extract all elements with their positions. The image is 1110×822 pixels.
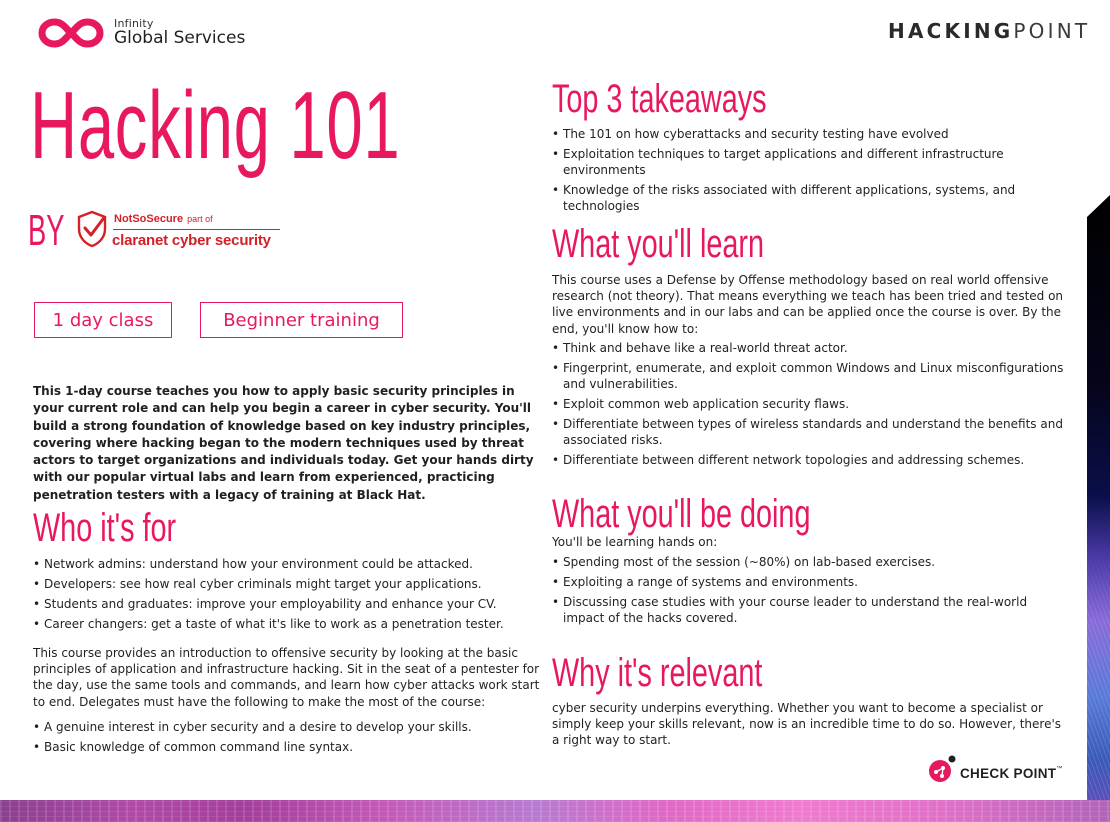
provider-name bbox=[114, 213, 213, 225]
learn-paragraph: This course uses a Defense by Offense methodology based on real world offensive research (not theory). That means everything we teach has been tried and tested on live environments and in our labs and can be applied once the course is over. By the end, you'll know how to: bbox=[552, 273, 1064, 336]
takeaways-heading: Top 3 takeaways bbox=[552, 77, 767, 121]
brand-name: Global Services bbox=[114, 28, 246, 48]
tag-level: Beginner training bbox=[200, 302, 403, 338]
list-item: • Differentiate between different network topologies and addressing schemes. bbox=[552, 452, 1072, 468]
provider-part-of: part of bbox=[187, 214, 213, 224]
hackingpoint-logo-bold: HACKING bbox=[888, 19, 1014, 43]
relevant-heading: Why it's relevant bbox=[552, 651, 763, 695]
relevant-paragraph: cyber security underpins everything. Whether you want to become a specialist or simply keep your skills relevant, now is an incredible time to do so. However, there's a right way to start. bbox=[552, 701, 1062, 748]
doing-intro: You'll be learning hands on: bbox=[552, 535, 718, 549]
learn-heading: What you'll learn bbox=[552, 222, 764, 266]
checkpoint-logo-icon bbox=[928, 755, 956, 783]
intro-paragraph: This 1-day course teaches you how to apply basic security principles in your current role and can help you begin a career in cyber security. You'll build a strong foundation of knowledge based on key industry principles, covering where hacking began to the modern techniques used by threat actors to target organizations and individuals today. Get your hands dirty with our popular virtual labs and learn from experienced, practicing penetration testers with a legacy of training at Black Hat. bbox=[33, 384, 534, 502]
checkpoint-logo-text bbox=[960, 766, 1063, 781]
page-title: Hacking 101 bbox=[30, 72, 401, 179]
shield-check-icon bbox=[76, 210, 108, 248]
doing-heading: What you'll be doing bbox=[552, 492, 811, 536]
list-item: • Exploiting a range of systems and environments. bbox=[552, 574, 1052, 590]
by-label: BY bbox=[28, 206, 65, 255]
list-item: • Basic knowledge of common command line syntax. bbox=[33, 739, 553, 755]
list-item: • Career changers: get a taste of what it's like to work as a penetration tester. bbox=[33, 616, 553, 632]
list-item: • Think and behave like a real-world threat actor. bbox=[552, 340, 1072, 356]
tag-duration: 1 day class bbox=[34, 302, 172, 338]
brand-small-text: Infinity bbox=[114, 17, 154, 30]
decorative-bottom-band bbox=[0, 800, 1110, 822]
who-list bbox=[33, 556, 553, 636]
checkpoint-logo-label: CHECK POINT bbox=[960, 766, 1057, 781]
hackingpoint-logo bbox=[888, 19, 1090, 43]
list-item: • Fingerprint, enumerate, and exploit common Windows and Linux misconfigurations and vulnerabilities. bbox=[552, 360, 1072, 392]
list-item: • The 101 on how cyberattacks and security testing have evolved bbox=[552, 126, 1052, 142]
list-item: • Students and graduates: improve your employability and enhance your CV. bbox=[33, 596, 553, 612]
who-paragraph: This course provides an introduction to offensive security by looking at the basic principles of application and infrastructure hacking. Sit in the seat of a pentester for the day, use the same tools and commands, and learn how cyber attacks work start to end. Delegates must have the following to make the most of the course: bbox=[33, 646, 540, 709]
trademark-symbol: ™ bbox=[1056, 766, 1063, 772]
provider-divider bbox=[113, 229, 280, 230]
provider-name-text: NotSoSecure bbox=[114, 213, 184, 225]
list-item: • Network admins: understand how your environment could be attacked. bbox=[33, 556, 553, 572]
learn-list bbox=[552, 340, 1072, 472]
infinity-logo-icon bbox=[38, 15, 104, 51]
list-item: • Differentiate between types of wireless standards and understand the benefits and associated risks. bbox=[552, 416, 1072, 448]
list-item: • Spending most of the session (~80%) on lab-based exercises. bbox=[552, 554, 1052, 570]
list-item: • Exploit common web application security flaws. bbox=[552, 396, 1072, 412]
list-item: • Discussing case studies with your course leader to understand the real-world impact of the hacks covered. bbox=[552, 594, 1052, 626]
who-heading: Who it's for bbox=[33, 506, 177, 550]
decorative-side-band bbox=[1087, 195, 1110, 822]
takeaways-list bbox=[552, 126, 1052, 218]
hackingpoint-logo-light: POINT bbox=[1013, 19, 1091, 43]
list-item: • Developers: see how real cyber criminals might target your applications. bbox=[33, 576, 553, 592]
list-item: • A genuine interest in cyber security and a desire to develop your skills. bbox=[33, 719, 553, 735]
provider-parent: claranet cyber security bbox=[112, 232, 271, 249]
list-item: • Knowledge of the risks associated with different applications, systems, and technologies bbox=[552, 182, 1052, 214]
requirements-list bbox=[33, 719, 553, 759]
list-item: • Exploitation techniques to target applications and different infrastructure environments bbox=[552, 146, 1052, 178]
doing-list bbox=[552, 554, 1052, 630]
